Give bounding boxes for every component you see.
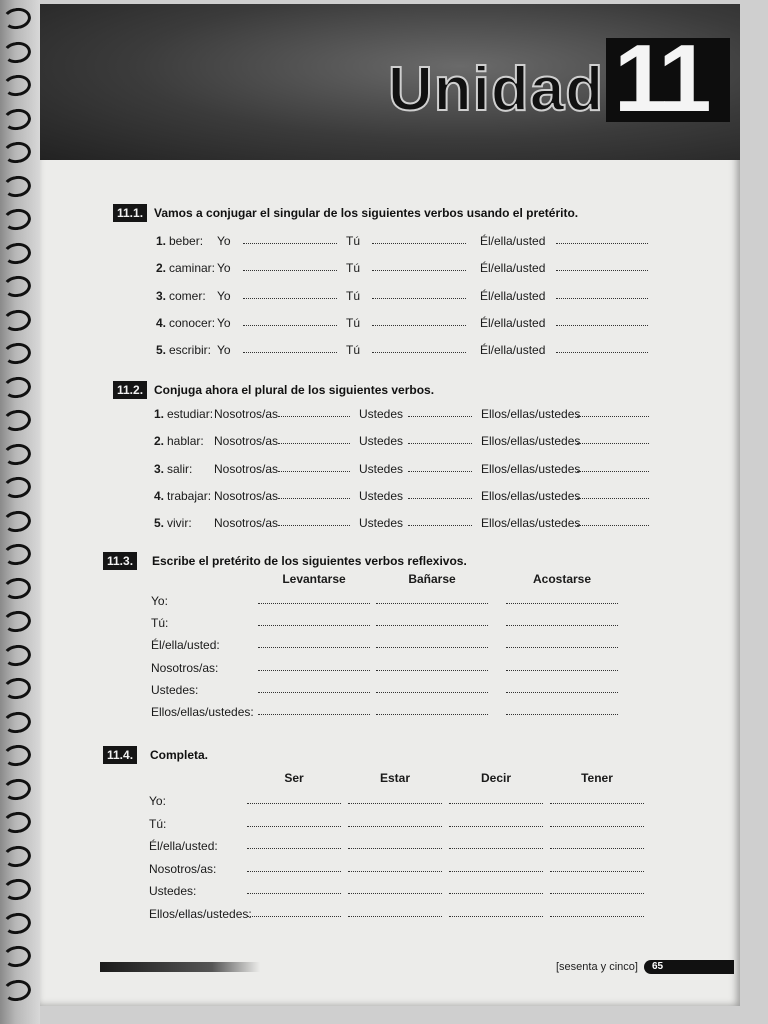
answer-blank[interactable] xyxy=(278,443,350,444)
binding-ring xyxy=(2,777,33,802)
exercise-instruction: Conjuga ahora el plural de los siguientes verbos. xyxy=(154,383,435,397)
pronoun-label: Yo xyxy=(217,261,231,276)
answer-blank[interactable] xyxy=(348,871,442,872)
exercise-instruction: Vamos a conjugar el singular de los siguientes verbos usando el pretérito. xyxy=(154,206,579,220)
row-label: Ustedes: xyxy=(149,884,197,899)
answer-blank[interactable] xyxy=(258,692,370,693)
verb-label: trabajar: xyxy=(167,488,212,503)
answer-blank[interactable] xyxy=(550,803,644,804)
binding-ring xyxy=(2,743,33,768)
column-header: Tener xyxy=(581,771,613,785)
binding-ring xyxy=(2,174,33,199)
verb-label: estudiar: xyxy=(167,407,214,421)
pronoun-label: Ustedes xyxy=(359,461,404,476)
answer-blank[interactable] xyxy=(247,803,341,804)
verb-label: hablar: xyxy=(167,434,204,449)
page-number-words: [sesenta y cinco] xyxy=(556,961,638,973)
row-label: Ustedes: xyxy=(151,682,199,697)
binding-ring xyxy=(2,241,33,266)
pronoun-label: Ustedes xyxy=(359,434,404,449)
answer-blank[interactable] xyxy=(376,692,488,693)
pronoun-label: Ellos/ellas/ustedes xyxy=(481,461,581,476)
answer-blank[interactable] xyxy=(506,603,618,604)
pronoun-label: Tú xyxy=(346,261,361,276)
binding-ring xyxy=(2,609,33,634)
answer-blank[interactable] xyxy=(348,893,442,894)
answer-blank[interactable] xyxy=(550,826,644,827)
answer-blank[interactable] xyxy=(408,498,472,499)
answer-blank[interactable] xyxy=(556,352,648,353)
answer-blank[interactable] xyxy=(449,893,543,894)
exercise-badge: 11.2. xyxy=(113,381,147,399)
answer-blank[interactable] xyxy=(577,525,649,526)
column-header: Acostarse xyxy=(532,572,592,586)
pronoun-label: Nosotros/as xyxy=(214,516,279,531)
answer-blank[interactable] xyxy=(278,498,350,499)
item-number: 3. xyxy=(156,288,167,303)
footer-decoration xyxy=(100,962,260,972)
answer-blank[interactable] xyxy=(258,670,370,671)
answer-blank[interactable] xyxy=(247,871,341,872)
pronoun-label: Tú xyxy=(346,288,361,303)
verb-label: conocer: xyxy=(169,315,216,330)
answer-blank[interactable] xyxy=(550,848,644,849)
pronoun-label: Nosotros/as xyxy=(214,488,279,503)
row-label: Él/ella/usted: xyxy=(149,839,218,854)
pronoun-label: Ellos/ellas/ustedes xyxy=(481,488,581,503)
answer-blank[interactable] xyxy=(556,298,648,299)
answer-blank[interactable] xyxy=(506,692,618,693)
binding-ring xyxy=(2,944,33,969)
binding-ring xyxy=(2,140,33,165)
binding-ring xyxy=(2,375,33,400)
answer-blank[interactable] xyxy=(376,714,488,715)
answer-blank[interactable] xyxy=(506,670,618,671)
verb-label: escribir: xyxy=(169,343,212,358)
pronoun-label: Yo xyxy=(217,288,231,303)
answer-blank[interactable] xyxy=(376,625,488,626)
answer-blank[interactable] xyxy=(556,243,648,244)
row-label: Nosotros/as: xyxy=(151,660,219,675)
answer-blank[interactable] xyxy=(372,298,466,299)
pronoun-label: Nosotros/as xyxy=(214,407,279,421)
row-label: Nosotros/as: xyxy=(149,861,217,876)
column-header: Ser xyxy=(284,771,304,785)
binding-ring xyxy=(2,274,33,299)
answer-blank[interactable] xyxy=(348,826,442,827)
row-label: Ellos/ellas/ustedes: xyxy=(149,907,252,921)
column-header: Estar xyxy=(379,771,411,785)
answer-blank[interactable] xyxy=(258,603,370,604)
answer-blank[interactable] xyxy=(577,471,649,472)
binding-ring xyxy=(2,107,33,132)
answer-blank[interactable] xyxy=(247,893,341,894)
column-header: Decir xyxy=(480,771,512,785)
exercise-instruction: Escribe el pretérito de los siguientes verbos reflexivos. xyxy=(152,554,467,568)
exercise-badge: 11.4. xyxy=(103,746,137,764)
answer-blank[interactable] xyxy=(258,647,370,648)
answer-blank[interactable] xyxy=(506,714,618,715)
answer-blank[interactable] xyxy=(577,416,649,417)
answer-blank[interactable] xyxy=(372,352,466,353)
answer-blank[interactable] xyxy=(348,803,442,804)
binding-ring xyxy=(2,643,33,668)
row-label: Tú: xyxy=(151,616,169,631)
answer-blank[interactable] xyxy=(506,625,618,626)
column-header: Bañarse xyxy=(408,572,456,586)
answer-blank[interactable] xyxy=(258,714,370,715)
answer-blank[interactable] xyxy=(258,625,370,626)
binding-ring xyxy=(2,73,33,98)
verb-label: beber: xyxy=(169,234,204,248)
verb-label: salir: xyxy=(167,461,193,476)
item-number: 1. xyxy=(154,407,165,421)
pronoun-label: Ustedes xyxy=(359,516,404,531)
binding-ring xyxy=(2,509,33,534)
row-label: Él/ella/usted: xyxy=(151,638,220,653)
spiral-binding xyxy=(0,0,40,1024)
answer-blank[interactable] xyxy=(376,670,488,671)
answer-blank[interactable] xyxy=(550,893,644,894)
pronoun-label: Ellos/ellas/ustedes xyxy=(481,434,581,449)
pronoun-label: Él/ella/usted xyxy=(480,288,546,303)
pronoun-label: Ellos/ellas/ustedes xyxy=(481,516,581,531)
binding-ring xyxy=(2,542,33,567)
pronoun-label: Él/ella/usted xyxy=(480,315,546,330)
binding-ring xyxy=(2,207,33,232)
workbook-page xyxy=(40,4,740,1006)
binding-ring xyxy=(2,576,33,601)
binding-ring xyxy=(2,408,33,433)
binding-ring xyxy=(2,877,33,902)
answer-blank[interactable] xyxy=(247,916,341,917)
answer-blank[interactable] xyxy=(577,443,649,444)
page-number: 65 xyxy=(644,960,734,974)
answer-blank[interactable] xyxy=(550,871,644,872)
row-label: Tú: xyxy=(149,816,167,831)
answer-blank[interactable] xyxy=(376,603,488,604)
item-number: 5. xyxy=(156,343,167,358)
answer-blank[interactable] xyxy=(247,848,341,849)
exercise-badge: 11.3. xyxy=(103,552,137,570)
binding-ring xyxy=(2,676,33,701)
answer-blank[interactable] xyxy=(506,647,618,648)
pronoun-label: Él/ella/usted xyxy=(480,343,546,358)
answer-blank[interactable] xyxy=(376,647,488,648)
answer-blank[interactable] xyxy=(556,325,648,326)
answer-blank[interactable] xyxy=(243,352,337,353)
answer-blank[interactable] xyxy=(556,270,648,271)
answer-blank[interactable] xyxy=(348,848,442,849)
item-number: 4. xyxy=(156,315,167,330)
pronoun-label: Tú xyxy=(346,315,361,330)
item-number: 1. xyxy=(156,234,167,248)
pronoun-label: Él/ella/usted xyxy=(480,261,546,276)
row-label: Yo: xyxy=(149,794,166,808)
item-number: 2. xyxy=(154,434,165,449)
answer-blank[interactable] xyxy=(550,916,644,917)
unit-number: 11 xyxy=(614,25,708,132)
pronoun-label: Tú xyxy=(346,234,361,248)
item-number: 3. xyxy=(154,461,165,476)
item-number: 4. xyxy=(154,488,165,503)
binding-ring xyxy=(2,810,33,835)
answer-blank[interactable] xyxy=(372,270,466,271)
verb-label: vivir: xyxy=(167,516,192,531)
pronoun-label: Nosotros/as xyxy=(214,434,279,449)
pronoun-label: Yo xyxy=(217,343,231,358)
row-label: Ellos/ellas/ustedes: xyxy=(151,705,254,719)
answer-blank[interactable] xyxy=(372,325,466,326)
binding-ring xyxy=(2,308,33,333)
unit-header xyxy=(40,4,740,160)
answer-blank[interactable] xyxy=(408,471,472,472)
answer-blank[interactable] xyxy=(247,826,341,827)
exercise-badge: 11.1. xyxy=(113,204,147,222)
answer-blank[interactable] xyxy=(278,471,350,472)
answer-blank[interactable] xyxy=(243,243,337,244)
pronoun-label: Ustedes xyxy=(359,407,404,421)
binding-ring xyxy=(2,6,33,31)
answer-blank[interactable] xyxy=(278,525,350,526)
binding-ring xyxy=(2,442,33,467)
binding-ring xyxy=(2,710,33,735)
answer-blank[interactable] xyxy=(278,416,350,417)
pronoun-label: Yo xyxy=(217,234,231,248)
binding-ring xyxy=(2,341,33,366)
answer-blank[interactable] xyxy=(408,416,472,417)
pronoun-label: Él/ella/usted xyxy=(480,234,546,248)
answer-blank[interactable] xyxy=(243,325,337,326)
answer-blank[interactable] xyxy=(348,916,442,917)
answer-blank[interactable] xyxy=(449,916,543,917)
pronoun-label: Ustedes xyxy=(359,488,404,503)
pronoun-label: Nosotros/as xyxy=(214,461,279,476)
unit-title: Unidad xyxy=(388,55,605,124)
column-header: Levantarse xyxy=(282,572,346,586)
binding-ring xyxy=(2,475,33,500)
binding-ring xyxy=(2,911,33,936)
answer-blank[interactable] xyxy=(408,443,472,444)
pronoun-label: Yo xyxy=(217,315,231,330)
answer-blank[interactable] xyxy=(449,826,543,827)
answer-blank[interactable] xyxy=(449,848,543,849)
binding-ring xyxy=(2,40,33,65)
answer-blank[interactable] xyxy=(408,525,472,526)
answer-blank[interactable] xyxy=(577,498,649,499)
exercise-instruction: Completa. xyxy=(150,748,209,762)
row-label: Yo: xyxy=(151,594,168,608)
binding-ring xyxy=(2,978,33,1003)
verb-label: comer: xyxy=(169,288,206,303)
item-number: 2. xyxy=(156,261,167,276)
verb-label: caminar: xyxy=(169,261,216,276)
binding-ring xyxy=(2,844,33,869)
answer-blank[interactable] xyxy=(243,270,337,271)
pronoun-label: Tú xyxy=(346,343,361,358)
answer-blank[interactable] xyxy=(243,298,337,299)
answer-blank[interactable] xyxy=(449,803,543,804)
pronoun-label: Ellos/ellas/ustedes xyxy=(481,407,581,421)
answer-blank[interactable] xyxy=(449,871,543,872)
item-number: 5. xyxy=(154,516,165,531)
answer-blank[interactable] xyxy=(372,243,466,244)
